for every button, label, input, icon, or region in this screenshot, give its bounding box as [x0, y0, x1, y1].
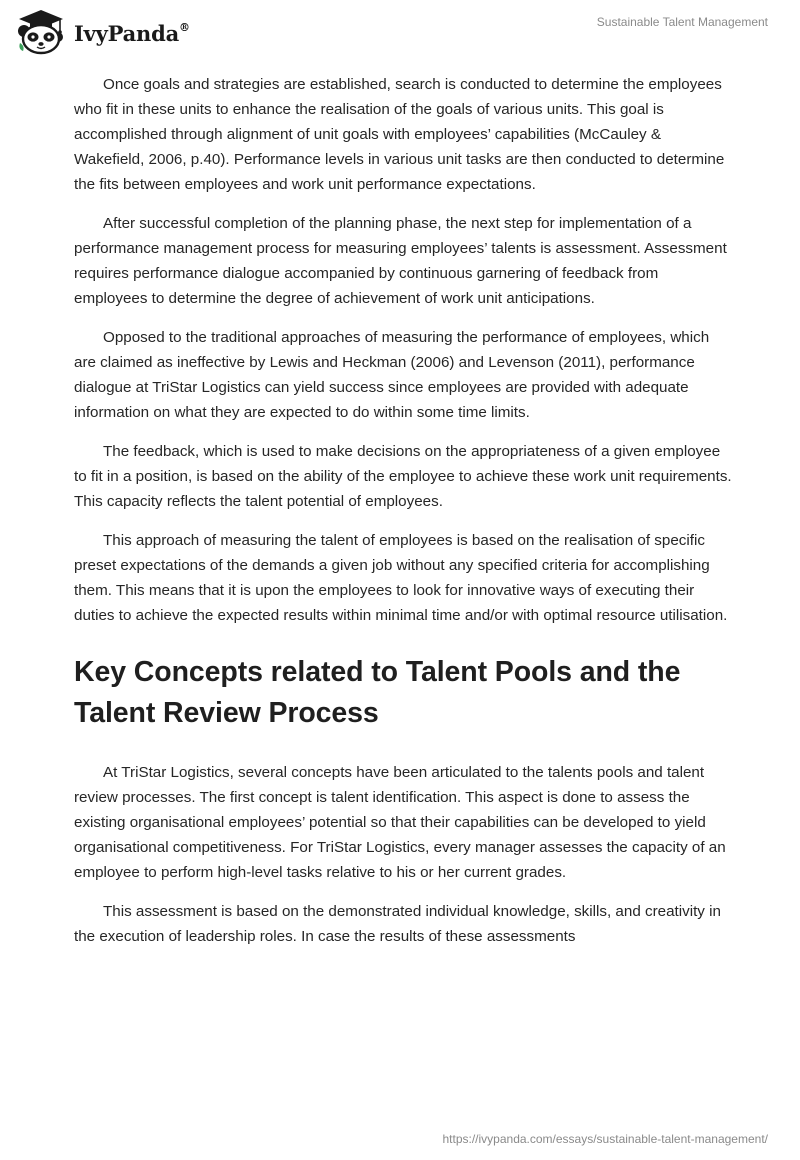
paragraph: This assessment is based on the demonstrated individual knowledge, skills, and creativity in the execution of leadership roles. In case the results of these assessments	[74, 903, 721, 945]
source-url[interactable]: https://ivypanda.com/essays/sustainable-talent-management/	[442, 1132, 768, 1146]
paragraph: After successful completion of the planning phase, the next step for implementation of a performance management process for measuring employees’ talents is assessment. Assessment requires performance dialogue accompanied by continuous garnering of feedback from employees to determine the degree of achievement of work unit anticipations.	[74, 215, 727, 307]
essay-body	[74, 72, 734, 963]
section-heading: Key Concepts related to Talent Pools and the Talent Review Process	[74, 656, 681, 729]
panda-graduate-icon	[16, 9, 66, 55]
paragraph: The feedback, which is used to make decisions on the appropriateness of a given employee to fit in a position, is based on the ability of the employee to achieve these work unit requirements. This capacity reflects the talent potential of employees.	[74, 443, 732, 510]
brand-name: IvyPanda®	[74, 20, 190, 46]
paragraph: This approach of measuring the talent of employees is based on the realisation of specific preset expectations of the demands a given job without any specified criteria for accomplishing them. This means that it is upon the employees to look for innovative ways of executing their duties to achieve the expected results within minimal time and/or with optimal resource utilisation.	[74, 532, 728, 624]
ivypanda-logo[interactable]	[16, 9, 190, 55]
document-title: Sustainable Talent Management	[596, 15, 768, 29]
paragraph: Opposed to the traditional approaches of measuring the performance of employees, which are claimed as ineffective by Lewis and Heckman (2006) and Levenson (2011), performance dialogue at TriStar Logistics can yield success since employees are provided with adequate information on what they are expected to do within some time limits.	[74, 329, 710, 421]
page-header	[0, 0, 800, 60]
paragraph: At TriStar Logistics, several concepts have been articulated to the talents pools and talent review processes. The first concept is talent identification. This aspect is done to assess the existing organisational employees’ potential so that their capabilities can be developed to yield organisational competitiveness. For TriStar Logistics, every manager assesses the capacity of an employee to perform high-level tasks relative to his or her current grades.	[74, 764, 726, 881]
paragraph: Once goals and strategies are established, search is conducted to determine the employees who fit in these units to enhance the realisation of the goals of various units. This goal is accomplished through alignment of unit goals with employees’ capabilities (McCauley & Wakefield, 2006, p.40). Performance levels in various unit tasks are then conducted to determine the fits between employees and work unit performance expectations.	[74, 76, 725, 193]
